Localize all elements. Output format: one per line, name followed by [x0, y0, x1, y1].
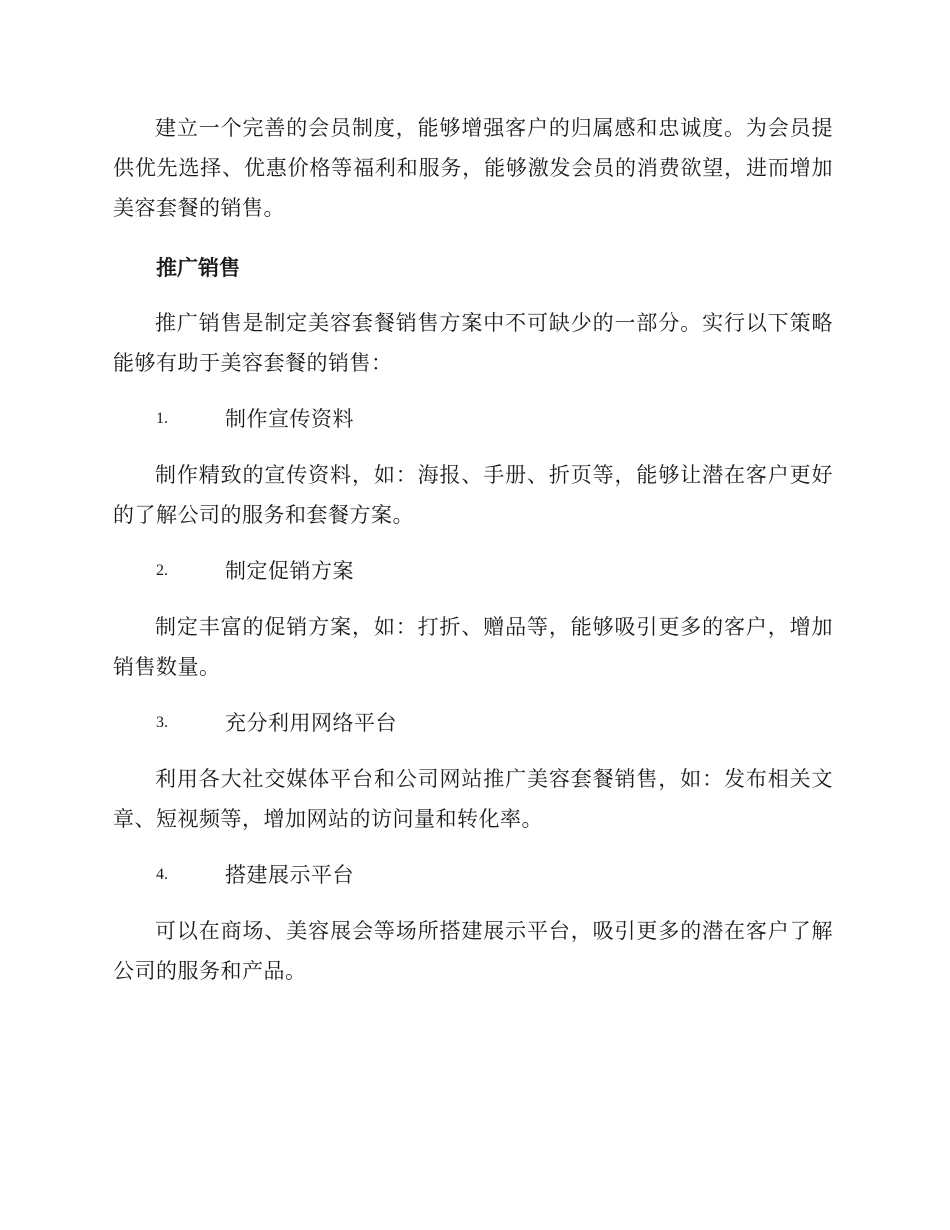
list-number: 1.	[156, 410, 168, 427]
list-title: 制作宣传资料	[225, 407, 354, 431]
list-title: 充分利用网络平台	[225, 711, 397, 735]
membership-paragraph: 建立一个完善的会员制度，能够增强客户的归属感和忠诚度。为会员提供优先选择、优惠价格等福利和服务，能够激发会员的消费欲望，进而增加美容套餐的销售。	[113, 116, 833, 220]
strategy-2-paragraph: 制定丰富的促销方案，如：打折、赠品等，能够吸引更多的客户，增加销售数量。	[113, 615, 833, 679]
list-title: 搭建展示平台	[225, 863, 354, 887]
strategy-3-paragraph: 利用各大社交媒体平台和公司网站推广美容套餐销售，如：发布相关文章、短视频等，增加网站的访问量和转化率。	[113, 767, 833, 831]
strategy-4-paragraph: 可以在商场、美容展会等场所搭建展示平台，吸引更多的潜在客户了解公司的服务和产品。	[113, 919, 833, 983]
strategy-1-paragraph: 制作精致的宣传资料，如：海报、手册、折页等，能够让潜在客户更好的了解公司的服务和套餐方案。	[113, 463, 833, 527]
list-number: 2.	[156, 562, 168, 579]
list-title: 制定促销方案	[225, 559, 354, 583]
list-number: 4.	[156, 866, 168, 883]
section-heading: 推广销售	[156, 256, 240, 280]
list-number: 3.	[156, 714, 168, 731]
promotion-intro-paragraph: 推广销售是制定美容套餐销售方案中不可缺少的一部分。实行以下策略能够有助于美容套餐的销售：	[113, 311, 833, 375]
